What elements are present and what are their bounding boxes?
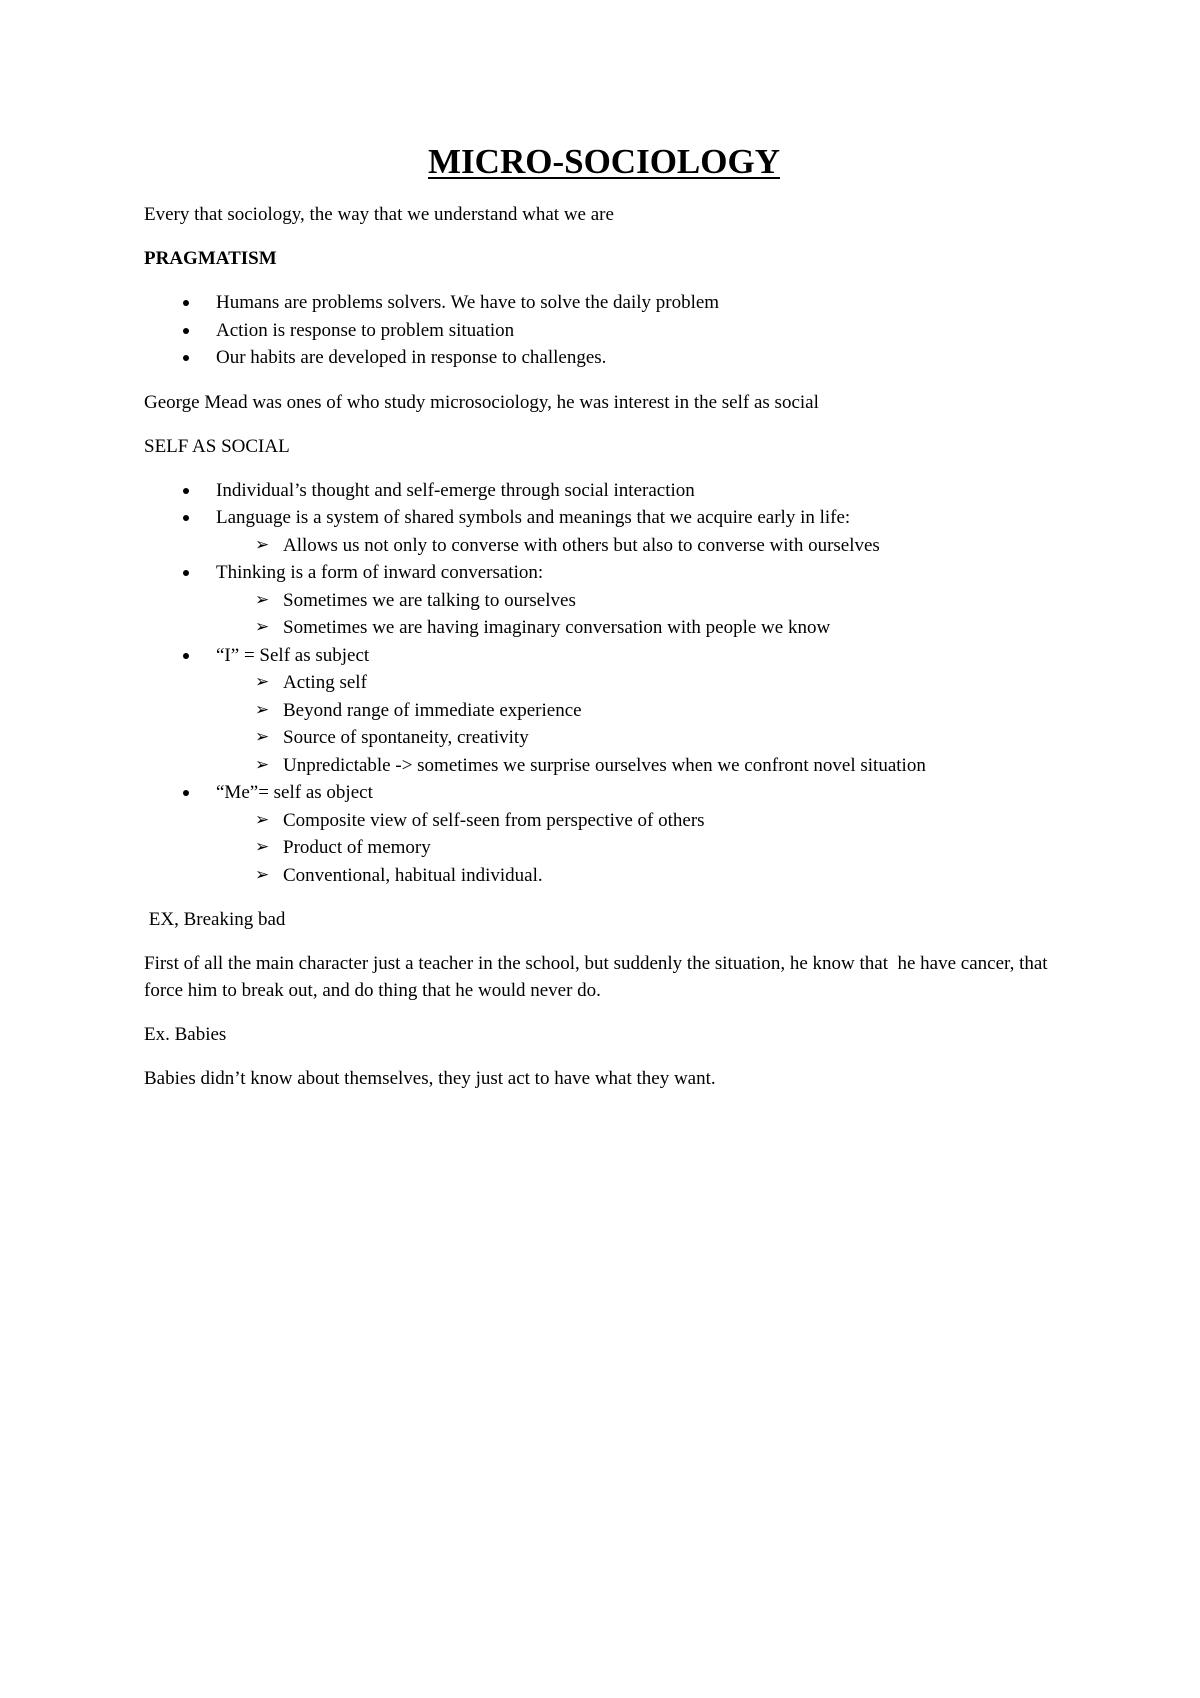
sub-list-item: [144, 669, 1064, 697]
sub-list-item-text: Unpredictable -> sometimes we surprise ourselves when we confront novel situation: [283, 754, 926, 776]
arrowhead-bullet-icon: ➢: [255, 727, 270, 747]
sub-list-item: [144, 587, 1064, 615]
sub-list-item: [144, 807, 1064, 835]
bullet-icon: [183, 488, 189, 494]
bullet-icon: [183, 355, 189, 361]
list-item: [144, 559, 1064, 587]
bullet-icon: [183, 790, 189, 796]
list-item: [144, 317, 1064, 345]
bullet-icon: [183, 570, 189, 576]
bullet-icon: [183, 653, 189, 659]
document-page: [144, 140, 1064, 1109]
bullet-icon: [183, 515, 189, 521]
sub-list-item: [144, 724, 1064, 752]
list-item: [144, 289, 1064, 317]
list-item: [144, 779, 1064, 807]
example2-paragraph: Babies didn’t know about themselves, they just act to have what they want.: [144, 1068, 716, 1089]
list-item-text: Humans are problems solvers. We have to solve the daily problem: [216, 292, 720, 313]
bullet-icon: [183, 328, 189, 334]
arrowhead-bullet-icon: ➢: [255, 617, 270, 637]
sub-list-item: [144, 834, 1064, 862]
arrowhead-bullet-icon: ➢: [255, 534, 270, 555]
example1-paragraph: First of all the main character just a teacher in the school, but suddenly the situation, he know that he have cancer, that force him to break out, and do thing that he would never do.: [144, 953, 1058, 1001]
sub-list-item-text: Allows us not only to converse with others but also to converse with ourselves: [283, 534, 880, 556]
sub-list-item-text: Acting self: [283, 672, 367, 693]
sub-list-item-text: Source of spontaneity, creativity: [283, 727, 529, 748]
list-item-text: Language is a system of shared symbols and meanings that we acquire early in life:: [216, 507, 851, 528]
arrowhead-bullet-icon: ➢: [255, 672, 270, 692]
mead-paragraph: George Mead was ones of who study microsociology, he was interest in the self as social: [144, 391, 819, 413]
example1-heading: EX, Breaking bad: [144, 909, 286, 930]
arrowhead-bullet-icon: ➢: [255, 754, 270, 775]
intro-paragraph: Every that sociology, the way that we understand what we are: [144, 204, 614, 225]
self-as-social-heading: SELF AS SOCIAL: [144, 435, 290, 457]
list-item-text: “Me”= self as object: [216, 782, 373, 803]
sub-list-item: [144, 752, 1064, 780]
bullet-icon: [183, 300, 189, 306]
self-as-social-list: [144, 477, 1064, 890]
list-item-text: Individual’s thought and self-emerge through social interaction: [216, 479, 695, 501]
list-item-text: “I” = Self as subject: [216, 644, 370, 666]
sub-list-item: [144, 697, 1064, 725]
arrowhead-bullet-icon: ➢: [255, 864, 270, 885]
sub-list-item: [144, 862, 1064, 890]
arrowhead-bullet-icon: ➢: [255, 837, 270, 857]
arrowhead-bullet-icon: ➢: [255, 699, 270, 720]
sub-list-item-text: Product of memory: [283, 837, 431, 858]
document-title: MICRO-SOCIOLOGY: [428, 142, 780, 181]
sub-list-item-text: Beyond range of immediate experience: [283, 699, 582, 721]
arrowhead-bullet-icon: ➢: [255, 589, 270, 610]
list-item-text: Action is response to problem situation: [216, 319, 515, 341]
arrowhead-bullet-icon: ➢: [255, 809, 270, 830]
list-item: [144, 344, 1064, 372]
list-item: [144, 477, 1064, 505]
pragmatism-heading: PRAGMATISM: [144, 248, 277, 269]
sub-list-item-text: Composite view of self-seen from perspective of others: [283, 809, 705, 831]
example2-heading: Ex. Babies: [144, 1024, 227, 1045]
sub-list-item-text: Conventional, habitual individual.: [283, 864, 543, 886]
sub-list-item-text: Sometimes we are having imaginary conversation with people we know: [283, 617, 831, 638]
pragmatism-list: [144, 289, 1064, 372]
list-item: [144, 642, 1064, 670]
list-item: [144, 504, 1064, 532]
sub-list-item: [144, 614, 1064, 642]
list-item-text: Thinking is a form of inward conversation:: [216, 562, 544, 583]
sub-list-item: [144, 532, 1064, 560]
sub-list-item-text: Sometimes we are talking to ourselves: [283, 589, 576, 611]
list-item-text: Our habits are developed in response to challenges.: [216, 347, 607, 368]
